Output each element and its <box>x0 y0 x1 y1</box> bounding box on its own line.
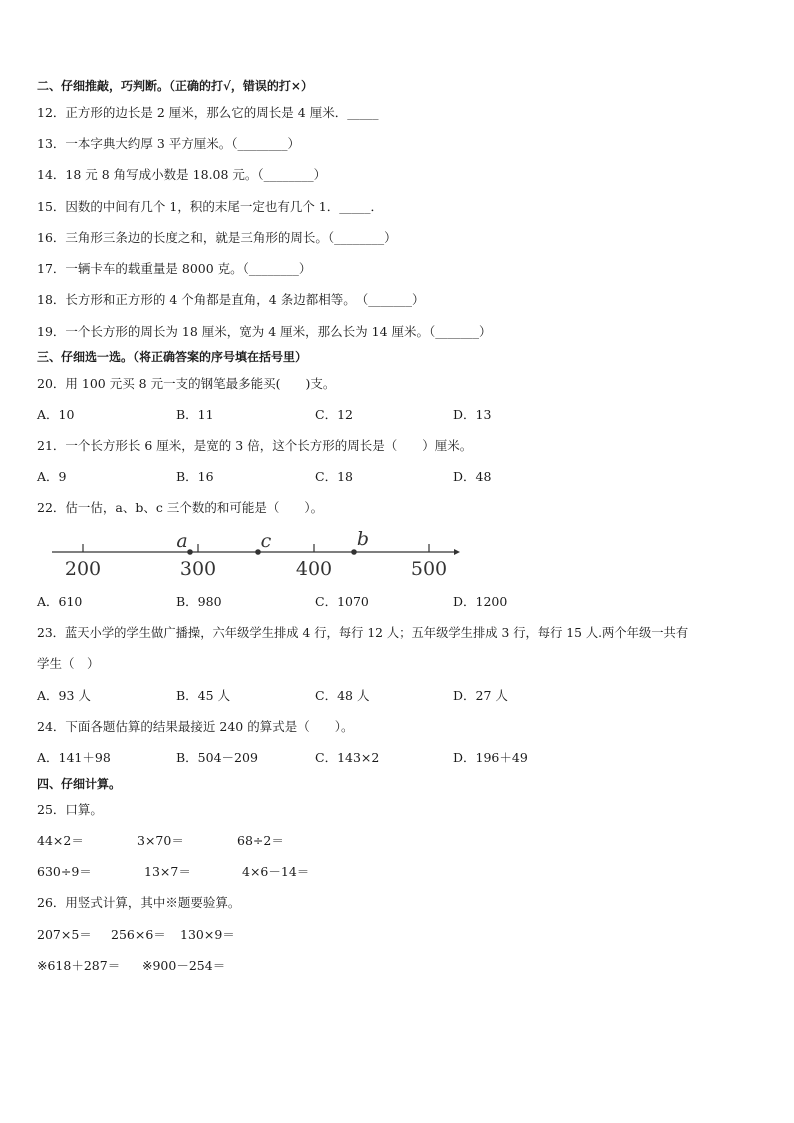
q21-option-a: A．9 <box>37 469 67 484</box>
question-21: 21．一个长方形长 6 厘米，是宽的 3 倍，这个长方形的周长是（ ）厘米。 <box>37 438 473 453</box>
q23-option-c: C．48 人 <box>315 688 370 703</box>
q20-option-a: A．10 <box>37 407 75 422</box>
oral-calc-3: 68÷2＝ <box>237 833 284 848</box>
oral-calc-6: 4×6－14＝ <box>242 864 310 879</box>
q22-option-b: B．980 <box>176 594 222 609</box>
q21-option-b: B．16 <box>176 469 214 484</box>
question-20: 20．用 100 元买 8 元一支的钢笔最多能买( )支。 <box>37 376 336 391</box>
tick-label-500: 500 <box>410 558 448 580</box>
point-label-c: c <box>260 530 272 552</box>
vertical-calc-3: 130×9＝ <box>180 927 235 942</box>
point-b <box>351 549 357 555</box>
section-heading-choice: 三、仔细选一选。（将正确答案的序号填在括号里） <box>37 350 308 364</box>
question-12: 12．正方形的边长是 2 厘米，那么它的周长是 4 厘米．_____ <box>37 105 379 120</box>
q24-option-b: B．504－209 <box>176 750 258 765</box>
point-label-b: b <box>356 530 370 550</box>
question-24: 24．下面各题估算的结果最接近 240 的算式是（ ）。 <box>37 719 354 734</box>
section-heading-calc: 四、仔细计算。 <box>37 777 122 791</box>
vertical-calc-5: ※900－254＝ <box>142 958 226 973</box>
q24-option-a: A．141＋98 <box>37 750 111 765</box>
q21-option-c: C．18 <box>315 469 353 484</box>
question-16: 16．三角形三条边的长度之和，就是三角形的周长。（________） <box>37 230 397 245</box>
point-label-a: a <box>176 530 188 552</box>
question-26: 26．用竖式计算，其中※题要验算。 <box>37 895 241 910</box>
q22-option-c: C．1070 <box>315 594 369 609</box>
point-a <box>187 549 193 555</box>
q24-option-c: C．143×2 <box>315 750 380 765</box>
number-line <box>50 530 465 580</box>
tick-label-400: 400 <box>295 558 333 580</box>
tick-label-200: 200 <box>64 558 102 580</box>
vertical-calc-2: 256×6＝ <box>111 927 166 942</box>
q20-option-c: C．12 <box>315 407 353 422</box>
vertical-calc-4: ※618＋287＝ <box>37 958 121 973</box>
vertical-calc-1: 207×5＝ <box>37 927 92 942</box>
question-13: 13．一本字典大约厚 3 平方厘米。（________） <box>37 136 301 151</box>
oral-calc-5: 13×7＝ <box>144 864 191 879</box>
q23-option-b: B．45 人 <box>176 688 231 703</box>
question-19: 19．一个长方形的周长为 18 厘米，宽为 4 厘米，那么长为 14 厘米。（_______） <box>37 324 492 339</box>
q20-option-d: D．13 <box>453 407 492 422</box>
question-23-line1: 23．蓝天小学的学生做广播操，六年级学生排成 4 行，每行 12 人；五年级学生排成 3 行，每行 15 人.两个年级一共有 <box>37 626 689 640</box>
question-22: 22．估一估，a、b、c 三个数的和可能是（ ）。 <box>37 500 324 515</box>
q24-option-d: D．196＋49 <box>453 750 528 765</box>
question-17: 17．一辆卡车的载重量是 8000 克。（________） <box>37 261 312 276</box>
q23-option-a: A．93 人 <box>37 688 91 703</box>
q23-option-d: D．27 人 <box>453 688 508 703</box>
oral-calc-2: 3×70＝ <box>137 833 184 848</box>
section-heading-judge: 二、仔细推敲，巧判断。（正确的打√，错误的打×） <box>37 79 313 93</box>
question-18: 18．长方形和正方形的 4 个角都是直角，4 条边都相等。 （_______） <box>37 292 425 307</box>
q22-option-a: A．610 <box>37 594 83 609</box>
question-25: 25．口算。 <box>37 802 103 817</box>
oral-calc-4: 630÷9＝ <box>37 864 92 879</box>
q20-option-b: B．11 <box>176 407 214 422</box>
q21-option-d: D．48 <box>453 469 492 484</box>
question-23-line2: 学生（ ） <box>37 656 100 671</box>
number-line-arrow <box>454 549 460 555</box>
tick-label-300: 300 <box>179 558 217 580</box>
oral-calc-1: 44×2＝ <box>37 833 84 848</box>
q22-option-d: D．1200 <box>453 594 508 609</box>
question-14: 14．18 元 8 角写成小数是 18.08 元。（________） <box>37 167 327 182</box>
question-15: 15．因数的中间有几个 1，积的末尾一定也有几个 1．_____． <box>37 199 384 214</box>
